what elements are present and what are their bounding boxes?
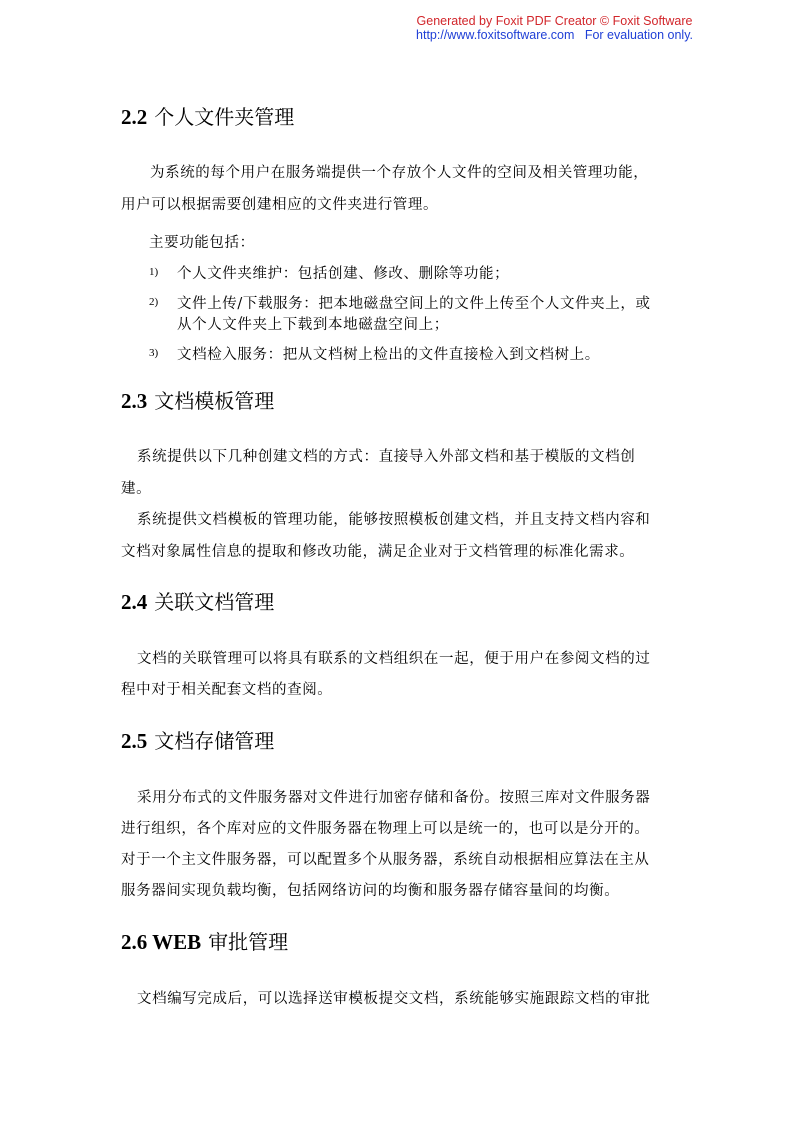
list-item-continuation: 从个人文件夹上下载到本地磁盘空间上； <box>177 317 449 333</box>
paragraph-line: 系统提供以下几种创建文档的方式：直接导入外部文档和基于模版的文档创 <box>137 449 636 465</box>
evaluation-watermark <box>416 14 693 42</box>
paragraph-line: 服务器间实现负载均衡，包括网络访问的均衡和服务器存储容量间的均衡。 <box>121 883 620 899</box>
heading-2-4 <box>121 590 274 614</box>
paragraph-line: 用户可以根据需要创建相应的文件夹进行管理。 <box>121 197 439 213</box>
heading-number: 2.2 <box>121 105 148 129</box>
heading-title: 个人文件夹管理 <box>154 105 295 129</box>
paragraph-line: 对于一个主文件服务器，可以配置多个从服务器，系统自动根据相应算法在主从 <box>121 852 650 868</box>
heading-title: 文档模板管理 <box>154 389 275 413</box>
watermark-line-2: http://www.foxitsoftware.com For evaluation only. <box>416 28 693 42</box>
paragraph-line: 文档编写完成后，可以选择送审模板提交文档，系统能够实施跟踪文档的审批 <box>137 991 651 1007</box>
list-item: 文档检入服务：把从文档树上检出的文件直接检入到文档树上。 <box>177 347 600 363</box>
heading-2-6 <box>121 930 288 954</box>
paragraph-line: 文档的关联管理可以将具有联系的文档组织在一起，便于用户在参阅文档的过 <box>137 651 651 667</box>
paragraph-line: 为系统的每个用户在服务端提供一个存放个人文件的空间及相关管理功能， <box>150 165 649 181</box>
heading-number: 2.5 <box>121 729 148 753</box>
heading-number: 2.4 <box>121 590 148 614</box>
list-item: 个人文件夹维护：包括创建、修改、删除等功能； <box>177 266 510 282</box>
paragraph-line: 程中对于相关配套文档的查阅。 <box>121 682 333 698</box>
list-item-number: 2) <box>149 296 159 308</box>
paragraph-line: 文档对象属性信息的提取和修改功能，满足企业对于文档管理的标准化需求。 <box>121 544 635 560</box>
list-item-number: 3) <box>149 347 159 359</box>
heading-title: 关联文档管理 <box>154 590 275 614</box>
heading-title: 审批管理 <box>208 930 289 954</box>
paragraph-line: 进行组织，各个库对应的文件服务器在物理上可以是统一的，也可以是分开的。 <box>121 821 650 837</box>
paragraph-line: 采用分布式的文件服务器对文件进行加密存储和备份。按照三库对文件服务器 <box>137 790 651 806</box>
list-item: 文件上传/下载服务：把本地磁盘空间上的文件上传至个人文件夹上，或 <box>177 296 651 312</box>
paragraph-line: 建。 <box>121 481 152 497</box>
heading-title: 文档存储管理 <box>154 729 275 753</box>
heading-2-2 <box>121 105 294 129</box>
heading-2-3 <box>121 389 274 413</box>
heading-number: 2.3 <box>121 389 148 413</box>
heading-number: 2.6 WEB <box>121 930 202 954</box>
list-item-number: 1) <box>149 266 159 278</box>
heading-2-5 <box>121 729 274 753</box>
paragraph-line: 系统提供文档模板的管理功能，能够按照模板创建文档，并且支持文档内容和 <box>137 512 651 528</box>
list-intro: 主要功能包括： <box>149 235 255 251</box>
watermark-line-1: Generated by Foxit PDF Creator © Foxit Software <box>416 14 693 28</box>
